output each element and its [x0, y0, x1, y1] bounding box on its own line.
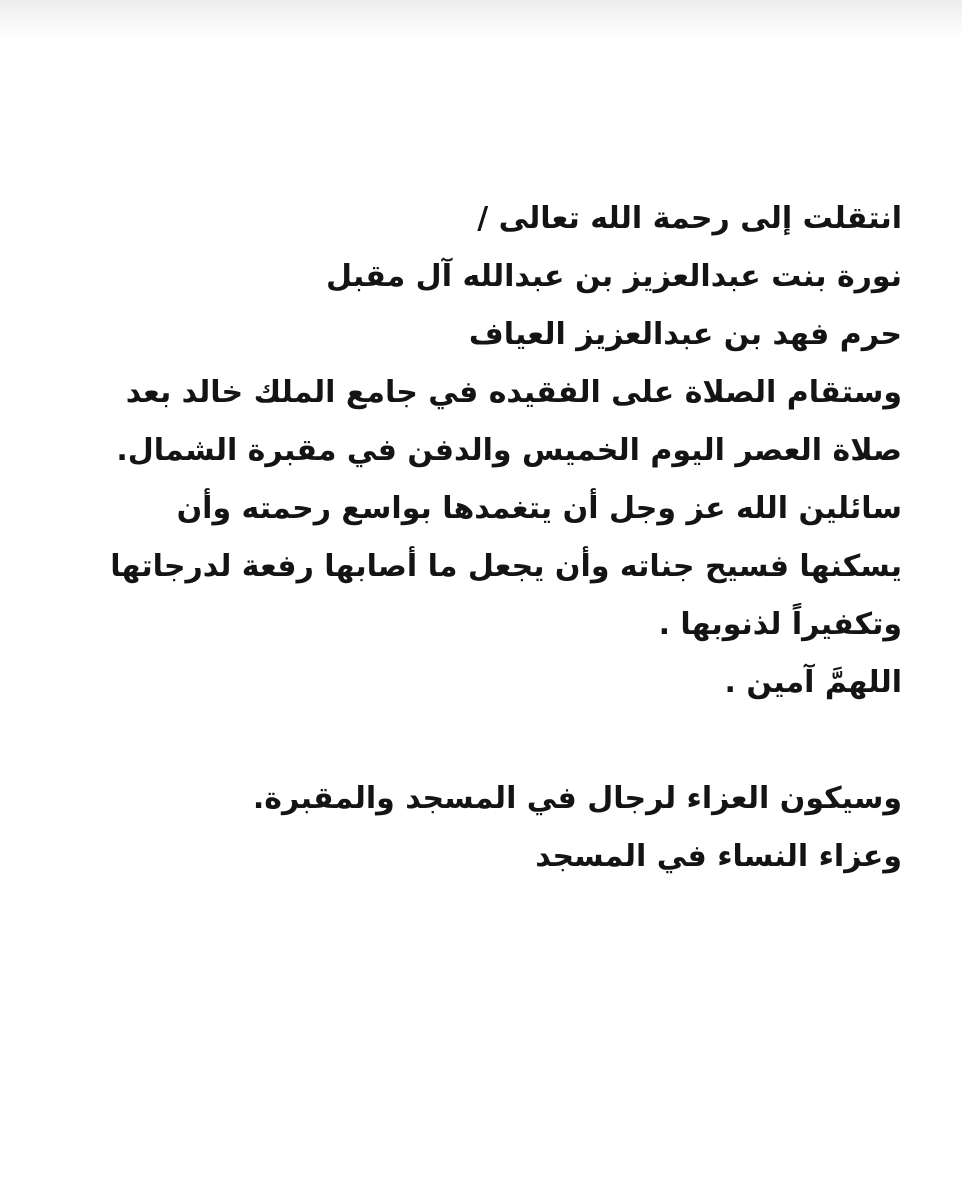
notice-line-amen: اللهمَّ آمين .: [724, 665, 902, 700]
paragraph-gap: [40, 712, 902, 770]
top-edge-shadow: [0, 0, 962, 40]
notice-line-prayer: وستقام الصلاة على الفقيده في جامع الملك خالد بعد: [125, 375, 902, 410]
notice-line-supplication-2: يسكنها فسيح جناته وأن يجعل ما أصابها رفعة لدرجاتها: [110, 549, 902, 584]
condolence-line-men: وسيكون العزاء لرجال في المسجد والمقبرة.: [252, 781, 902, 816]
notice-line-name: نورة بنت عبدالعزيز بن عبدالله آل مقبل: [326, 259, 902, 294]
notice-line-spouse: حرم فهد بن عبدالعزيز العياف: [468, 317, 902, 352]
notice-line-burial: صلاة العصر اليوم الخميس والدفن في مقبرة الشمال.: [116, 433, 902, 468]
obituary-notice: [40, 190, 902, 886]
notice-line-supplication-1: سائلين الله عز وجل أن يتغمدها بواسع رحمته وأن: [176, 491, 902, 526]
notice-line-heading: انتقلت إلى رحمة الله تعالى /: [477, 201, 902, 236]
condolence-line-women: وعزاء النساء في المسجد: [535, 839, 902, 874]
notice-line-supplication-3: وتكفيراً لذنوبها .: [658, 607, 902, 642]
